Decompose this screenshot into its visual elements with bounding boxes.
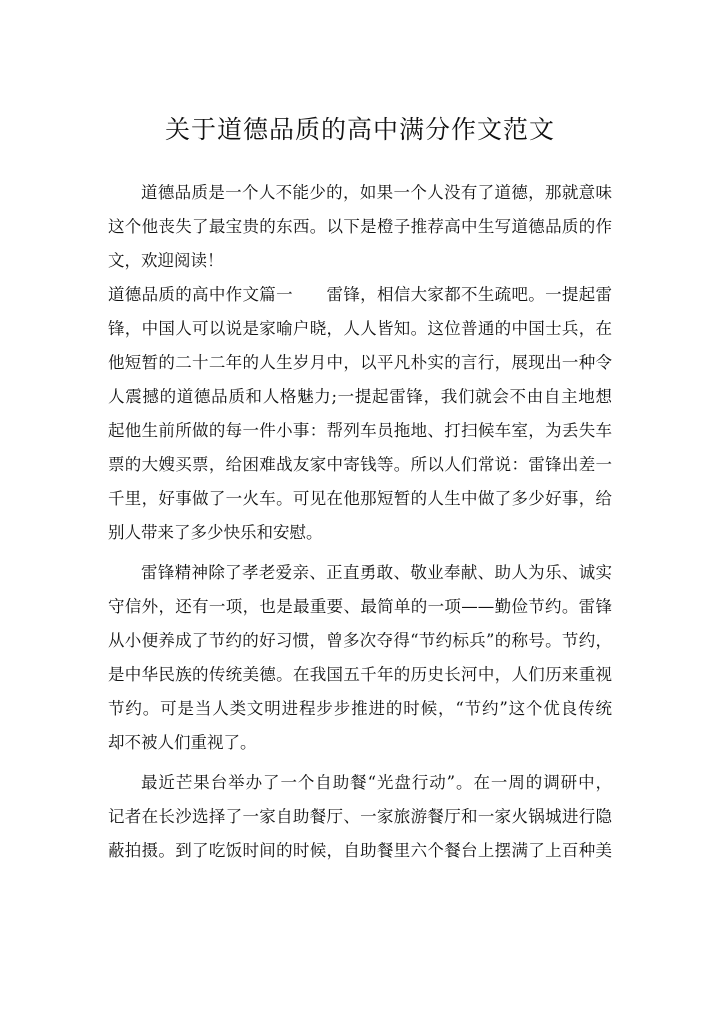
text-line: 道德品质的高中作文篇一 雷锋，相信大家都不生疏吧。一提起雷 [108, 285, 612, 304]
text-line: 文，欢迎阅读！ [108, 251, 224, 270]
text-line: 是中华民族的传统美德。在我国五千年的历史长河中，人们历来重视 [108, 665, 612, 684]
text-line: 雷锋精神除了孝老爱亲、正直勇敢、敬业奉献、助人为乐、诚实 [141, 563, 612, 582]
text-line: 守信外，还有一项，也是最重要、最简单的一项——勤俭节约。雷锋 [108, 597, 612, 616]
text-line: 千里，好事做了一火车。可见在他那短暂的人生中做了多少好事，给 [108, 489, 612, 508]
paragraph [108, 766, 612, 868]
text-line: 这个他丧失了最宝贵的东西。以下是橙子推荐高中生写道德品质的作 [108, 217, 612, 236]
paragraph [108, 176, 612, 278]
paragraph [108, 556, 612, 760]
text-line: 最近芒果台举办了一个自助餐“光盘行动”。在一周的调研中， [141, 773, 612, 792]
document-title: 关于道德品质的高中满分作文范文 [164, 115, 555, 144]
text-line: 别人带来了多少快乐和安慰。 [108, 523, 323, 542]
text-line: 却不被人们重视了。 [108, 733, 257, 752]
document-body [108, 176, 612, 868]
text-line: 他短暂的二十二年的人生岁月中，以平凡朴实的言行，展现出一种令 [108, 353, 612, 372]
paragraph [108, 278, 612, 550]
text-line: 记者在长沙选择了一家自助餐厅、一家旅游餐厅和一家火锅城进行隐 [108, 807, 612, 826]
text-line: 票的大嫂买票，给困难战友家中寄钱等。所以人们常说：雷锋出差一 [108, 455, 612, 474]
text-line: 起他生前所做的每一件小事：帮列车员拖地、打扫候车室，为丢失车 [108, 421, 612, 440]
text-line: 锋，中国人可以说是家喻户晓，人人皆知。这位普通的中国士兵，在 [108, 319, 612, 338]
text-line: 道德品质是一个人不能少的，如果一个人没有了道德，那就意味 [141, 183, 612, 202]
text-line: 从小便养成了节约的好习惯，曾多次夺得“节约标兵”的称号。节约， [108, 631, 612, 650]
text-line: 人震撼的道德品质和人格魅力;一提起雷锋，我们就会不由自主地想 [108, 387, 612, 406]
text-line: 蔽拍摄。到了吃饭时间的时候，自助餐里六个餐台上摆满了上百种美 [108, 841, 612, 860]
text-line: 节约。可是当人类文明进程步步推进的时候，“节约”这个优良传统 [108, 699, 612, 718]
